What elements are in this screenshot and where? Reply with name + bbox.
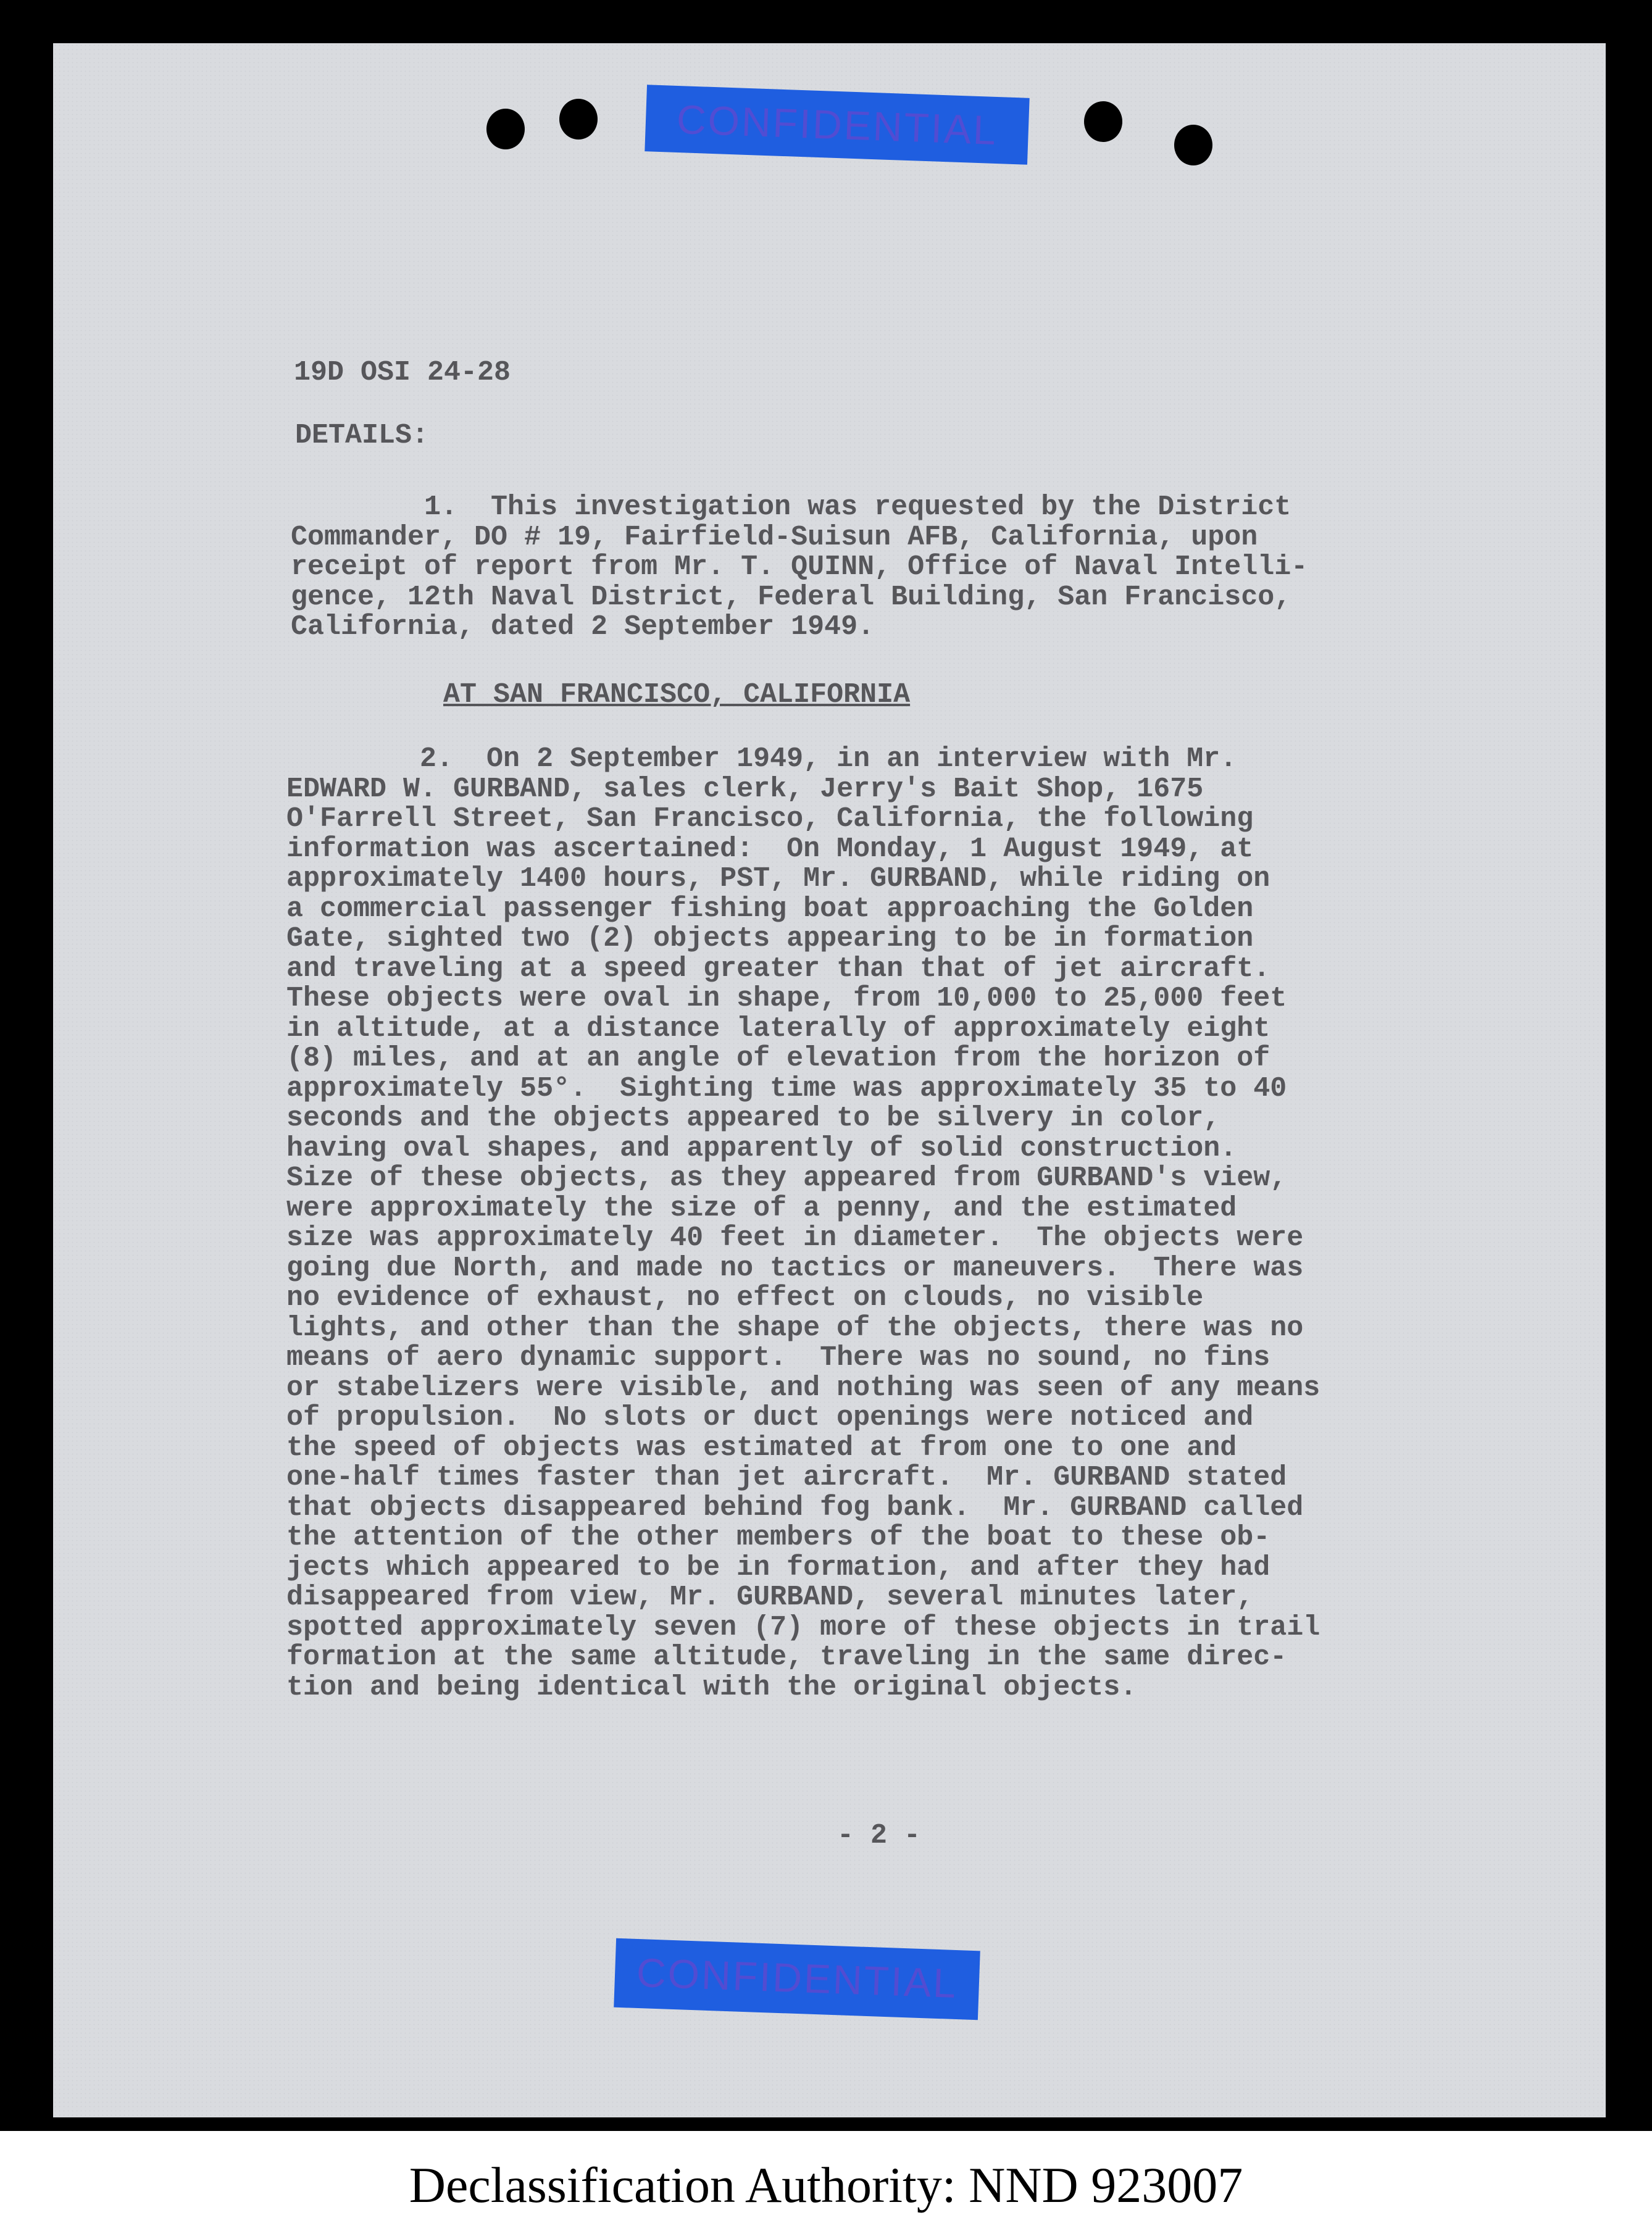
file-number: 19D OSI 24-28: [294, 357, 511, 388]
document-page: [53, 43, 1606, 2117]
confidential-stamp-bottom-text: CONFIDENTIAL: [635, 1949, 959, 2007]
confidential-stamp-bottom: [614, 1938, 980, 2020]
paragraph-1: 1. This investigation was requested by the District Commander, DO # 19, Fairfield-Suisun AFB, California, upon receipt of report from Mr. T. QUINN, Office of Naval Intelli- gence, 12th Naval District, Federal Building, San Francisco, California, dated 2 September 1949.: [291, 491, 1308, 643]
punch-hole-left-2: [559, 99, 598, 140]
punch-hole-left-1: [486, 109, 525, 149]
declassification-footer: [0, 2131, 1652, 2239]
punch-hole-right-1: [1084, 101, 1122, 142]
declassification-authority-text: Declassification Authority: NND 923007: [409, 2156, 1243, 2213]
page-number: - 2 -: [837, 1820, 921, 1851]
location-heading: AT SAN FRANCISCO, CALIFORNIA: [443, 679, 911, 711]
punch-hole-right-2: [1174, 125, 1212, 165]
section-label: DETAILS:: [295, 420, 429, 451]
confidential-stamp-top: [645, 85, 1029, 165]
confidential-stamp-top-text: CONFIDENTIAL: [675, 96, 999, 154]
paragraph-2: 2. On 2 September 1949, in an interview with Mr. EDWARD W. GURBAND, sales clerk, Jerry's Bait Shop, 1675 O'Farrell Street, San Francisco, California, the following information was ascertained: On Monday, 1 August 1949, at approximately 1400 hours, PST, Mr. GURBAND, while riding on a commercial passenger fishing boat approaching the Golden Gate, sighted two (2) objects appearing to be in formation and traveling at a speed greater than that of jet aircraft. These objects were oval in shape, from 10,000 to 25,000 feet in altitude, at a distance laterally of approximately eight (8) miles, and at an angle of elevation from the horizon of approximately 55°. Sighting time was approximately 35 to 40 seconds and the objects appeared to be silvery in color, having oval shapes, and apparently of solid construction. Size of these objects, as they appeared from GURBAND's view, were approximately the size of a penny, and the estimated size was approximately 40 feet in diameter. The objects were going due North, and made no tactics or maneuvers. There was no evidence of exhaust, no effect on clouds, no visible lights, and other than the shape of the objects, there was no means of aero dynamic support. There was no sound, no fins or stabelizers were visible, and nothing was seen of any means of propulsion. No slots or duct openings were noticed and the speed of objects was estimated at from one to one and one-half times faster than jet aircraft. Mr. GURBAND stated that objects disappeared behind fog bank. Mr. GURBAND called the attention of the other members of the boat to these ob- jects which appeared to be in formation, and after they had disappeared from view, Mr. GURBAND, several minutes later, spotted approximately seven (7) more of these objects in trail formation at the same altitude, traveling in the same direc- tion and being identical with the original objects.: [286, 743, 1320, 1703]
